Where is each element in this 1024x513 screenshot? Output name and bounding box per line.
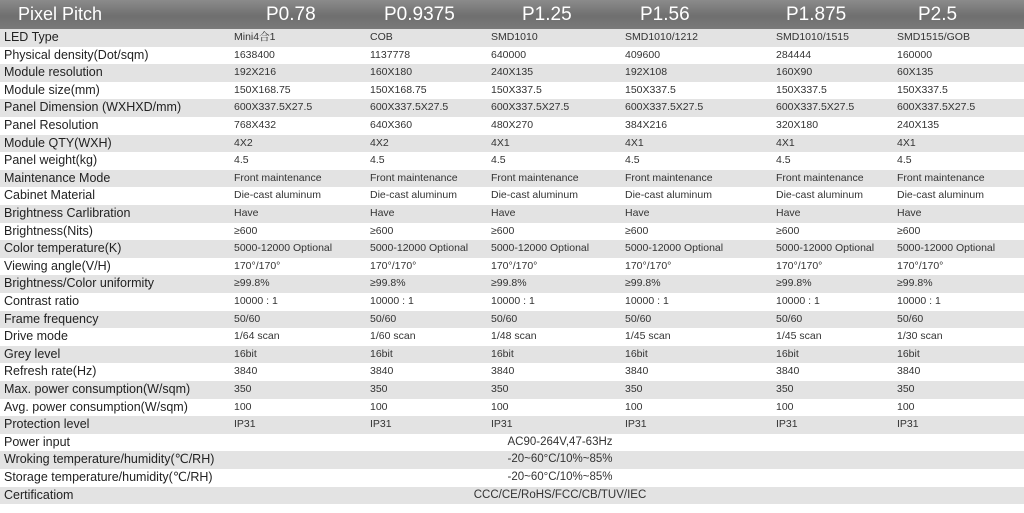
table-cell: 480X270 xyxy=(491,119,534,131)
table-cell: ≥99.8% xyxy=(234,277,270,290)
header-col-p1-56: P1.56 xyxy=(640,4,690,25)
table-cell: 4X1 xyxy=(776,136,795,149)
table-cell: 4.5 xyxy=(234,154,249,167)
table-cell: 16bit xyxy=(776,347,799,360)
table-cell: 160X90 xyxy=(776,66,813,79)
table-cell: Mini4合1 xyxy=(234,31,276,43)
row-label: Certificatiom xyxy=(4,487,74,502)
table-cell: Front maintenance xyxy=(234,171,322,184)
row-label: Contrast ratio xyxy=(4,294,80,308)
merged-cell: -20~60°C/10%~85% xyxy=(507,471,613,483)
table-header xyxy=(0,0,1024,29)
table-cell: 16bit xyxy=(370,347,393,360)
table-cell: 1/64 scan xyxy=(234,330,280,343)
table-row xyxy=(0,311,1024,329)
table-cell: 150X337.5 xyxy=(491,83,542,96)
table-row xyxy=(0,293,1024,311)
table-cell: Have xyxy=(776,207,801,219)
table-cell: ≥99.8% xyxy=(491,277,527,290)
table-cell: Front maintenance xyxy=(776,171,864,184)
row-label: Module size(mm) xyxy=(4,82,100,97)
table-cell: 600X337.5X27.5 xyxy=(625,101,704,114)
table-cell: 600X337.5X27.5 xyxy=(491,101,570,114)
table-cell: 170°/170° xyxy=(625,259,672,272)
table-cell: 100 xyxy=(234,400,252,413)
row-label: Panel weight(kg) xyxy=(4,153,98,168)
table-cell: 350 xyxy=(234,383,252,395)
table-cell: 16bit xyxy=(234,347,257,360)
table-cell: ≥600 xyxy=(370,224,394,237)
table-cell: 640X360 xyxy=(370,119,413,131)
table-cell: 3840 xyxy=(234,365,258,378)
header-col-p2-5: P2.5 xyxy=(918,4,958,25)
row-label: Brightness Carlibration xyxy=(4,206,131,220)
table-cell: 10000 : 1 xyxy=(234,295,278,307)
table-cell: 320X180 xyxy=(776,119,819,131)
table-cell: 3840 xyxy=(625,365,649,378)
table-cell: 3840 xyxy=(897,365,921,378)
table-cell: IP31 xyxy=(625,418,647,431)
table-cell: Front maintenance xyxy=(370,171,458,184)
table-cell: IP31 xyxy=(776,418,798,431)
table-cell: Front maintenance xyxy=(897,171,985,184)
table-cell: 4X1 xyxy=(897,136,916,149)
table-cell: Have xyxy=(625,207,650,219)
row-label: Grey level xyxy=(4,346,61,361)
table-cell: 10000 : 1 xyxy=(897,295,941,307)
table-cell: 4X2 xyxy=(234,136,253,149)
table-cell: 170°/170° xyxy=(897,259,944,272)
header-col-p0-78: P0.78 xyxy=(266,4,316,25)
table-cell: 10000 : 1 xyxy=(491,295,535,307)
table-cell: 160000 xyxy=(897,48,933,61)
table-cell: 1/30 scan xyxy=(897,330,943,343)
table-cell: 50/60 xyxy=(897,312,924,325)
table-cell: SMD1010 xyxy=(491,31,538,43)
row-label: Max. power consumption(W/sqm) xyxy=(4,382,191,396)
table-cell: COB xyxy=(370,31,393,43)
table-cell: 600X337.5X27.5 xyxy=(234,101,313,114)
table-cell: 100 xyxy=(776,400,794,413)
table-cell: 150X168.75 xyxy=(370,83,427,96)
table-cell: Die-cast aluminum xyxy=(625,189,712,202)
table-row xyxy=(0,487,1024,505)
table-row xyxy=(0,240,1024,258)
table-cell: 4.5 xyxy=(491,154,506,167)
table-cell: 5000-12000 Optional xyxy=(234,242,333,255)
table-cell: 5000-12000 Optional xyxy=(625,242,724,255)
table-cell: 4.5 xyxy=(370,154,385,167)
table-cell: IP31 xyxy=(234,418,256,431)
table-cell: ≥600 xyxy=(776,224,800,237)
table-cell: Die-cast aluminum xyxy=(491,189,578,202)
table-cell: 768X432 xyxy=(234,119,277,131)
table-cell: 100 xyxy=(491,400,509,413)
table-cell: 50/60 xyxy=(370,312,397,325)
table-row xyxy=(0,117,1024,135)
table-cell: ≥600 xyxy=(491,224,515,237)
header-col-p1-875: P1.875 xyxy=(786,4,847,25)
row-label: Color temperature(K) xyxy=(4,241,122,256)
table-cell: Die-cast aluminum xyxy=(897,189,984,202)
table-cell: 1/60 scan xyxy=(370,330,416,343)
table-row xyxy=(0,451,1024,469)
table-cell: Front maintenance xyxy=(625,171,713,184)
row-label: Refresh rate(Hz) xyxy=(4,364,97,379)
table-row xyxy=(0,346,1024,364)
table-cell: 150X337.5 xyxy=(776,83,827,96)
table-cell: 10000 : 1 xyxy=(776,295,820,307)
table-row xyxy=(0,47,1024,65)
row-label: Drive mode xyxy=(4,329,68,344)
table-row xyxy=(0,152,1024,170)
table-cell: 192X216 xyxy=(234,66,277,79)
table-cell: 384X216 xyxy=(625,119,668,131)
row-label: Panel Dimension (WXHXD/mm) xyxy=(4,100,182,115)
table-cell: SMD1515/GOB xyxy=(897,31,970,43)
table-cell: 170°/170° xyxy=(370,259,417,272)
table-cell: SMD1010/1515 xyxy=(776,31,849,43)
row-label: Physical density(Dot/sqm) xyxy=(4,47,149,62)
table-cell: 100 xyxy=(370,400,388,413)
table-cell: 240X135 xyxy=(897,119,940,131)
table-cell: 192X108 xyxy=(625,66,668,79)
table-row xyxy=(0,29,1024,47)
table-cell: 100 xyxy=(625,400,643,413)
table-cell: Have xyxy=(234,207,259,219)
table-cell: 1638400 xyxy=(234,48,275,61)
row-label: Module QTY(WXH) xyxy=(4,135,112,150)
table-cell: 50/60 xyxy=(491,312,518,325)
row-label: LED Type xyxy=(4,30,59,44)
row-label: Panel Resolution xyxy=(4,118,99,132)
row-label: Power input xyxy=(4,434,71,449)
table-cell: 4.5 xyxy=(625,154,640,167)
table-cell: 284444 xyxy=(776,48,812,61)
table-cell: 3840 xyxy=(370,365,394,378)
table-row xyxy=(0,258,1024,276)
table-row xyxy=(0,469,1024,487)
table-cell: 16bit xyxy=(625,347,648,360)
merged-cell: AC90-264V,47-63Hz xyxy=(507,435,613,448)
table-cell: 160X180 xyxy=(370,66,413,79)
row-label: Protection level xyxy=(4,417,90,432)
table-cell: 16bit xyxy=(897,347,920,360)
table-cell: ≥99.8% xyxy=(625,277,661,290)
table-row xyxy=(0,170,1024,188)
table-row xyxy=(0,363,1024,381)
table-cell: 1137778 xyxy=(370,48,411,61)
table-cell: IP31 xyxy=(491,418,513,431)
table-cell: 4X1 xyxy=(625,136,644,149)
table-cell: SMD1010/1212 xyxy=(625,31,698,43)
table-cell: 4X1 xyxy=(491,136,510,149)
table-cell: 60X135 xyxy=(897,66,934,79)
table-cell: Front maintenance xyxy=(491,171,579,184)
header-col-p1-25: P1.25 xyxy=(522,4,572,25)
row-label: Wroking temperature/humidity(℃/RH) xyxy=(4,452,215,467)
table-cell: 350 xyxy=(491,383,509,395)
table-cell: Have xyxy=(370,207,395,219)
table-cell: 1/45 scan xyxy=(776,330,822,343)
table-cell: Die-cast aluminum xyxy=(234,189,321,202)
table-cell: 409600 xyxy=(625,48,661,61)
table-cell: 350 xyxy=(625,383,643,395)
row-label: Cabinet Material xyxy=(4,188,96,203)
row-label: Frame frequency xyxy=(4,311,99,326)
table-cell: 5000-12000 Optional xyxy=(370,242,469,255)
row-label: Module resolution xyxy=(4,65,103,80)
table-cell: 170°/170° xyxy=(776,259,823,272)
table-cell: ≥600 xyxy=(625,224,649,237)
table-cell: 150X337.5 xyxy=(897,83,948,96)
table-cell: 170°/170° xyxy=(491,259,538,272)
table-cell: Have xyxy=(491,207,516,219)
merged-cell: -20~60°C/10%~85% xyxy=(507,453,613,466)
table-cell: IP31 xyxy=(370,418,392,431)
table-cell: 150X337.5 xyxy=(625,83,676,96)
table-cell: ≥600 xyxy=(234,224,258,237)
table-cell: ≥99.8% xyxy=(897,277,933,290)
table-cell: 350 xyxy=(897,383,915,395)
table-cell: 1/45 scan xyxy=(625,330,671,343)
table-cell: ≥99.8% xyxy=(776,277,812,290)
table-cell: 3840 xyxy=(491,365,515,378)
table-cell: 50/60 xyxy=(625,312,652,325)
table-cell: 640000 xyxy=(491,48,527,61)
table-cell: 1/48 scan xyxy=(491,330,537,343)
table-row xyxy=(0,64,1024,82)
table-cell: 240X135 xyxy=(491,66,534,79)
table-cell: IP31 xyxy=(897,418,919,431)
row-label: Brightness/Color uniformity xyxy=(4,276,155,291)
table-cell: Die-cast aluminum xyxy=(776,189,863,202)
table-cell: 100 xyxy=(897,400,915,413)
table-row xyxy=(0,99,1024,117)
table-cell: ≥600 xyxy=(897,224,921,237)
table-row xyxy=(0,434,1024,452)
table-cell: 16bit xyxy=(491,347,514,360)
table-cell: ≥99.8% xyxy=(370,277,406,290)
table-row xyxy=(0,187,1024,205)
table-row xyxy=(0,399,1024,417)
table-row xyxy=(0,205,1024,223)
table-row xyxy=(0,275,1024,293)
table-cell: 10000 : 1 xyxy=(625,295,669,307)
table-cell: Have xyxy=(897,207,922,219)
table-row xyxy=(0,135,1024,153)
table-row xyxy=(0,223,1024,241)
table-cell: 600X337.5X27.5 xyxy=(370,101,449,114)
table-row xyxy=(0,82,1024,100)
header-label: Pixel Pitch xyxy=(18,4,103,24)
table-cell: 350 xyxy=(776,383,794,395)
table-row xyxy=(0,381,1024,399)
table-cell: 350 xyxy=(370,383,388,395)
table-cell: 5000-12000 Optional xyxy=(776,242,875,255)
table-cell: 150X168.75 xyxy=(234,83,291,96)
table-row xyxy=(0,328,1024,346)
table-cell: 4X2 xyxy=(370,136,389,149)
merged-cell: CCC/CE/RoHS/FCC/CB/TUV/IEC xyxy=(473,488,647,501)
row-label: Maintenance Mode xyxy=(4,170,111,185)
table-cell: 5000-12000 Optional xyxy=(897,242,996,255)
table-cell: 10000 : 1 xyxy=(370,295,414,307)
header-col-p0-9375: P0.9375 xyxy=(384,4,455,25)
table-cell: 50/60 xyxy=(776,312,803,325)
row-label: Storage temperature/humidity(℃/RH) xyxy=(4,470,213,484)
table-cell: 600X337.5X27.5 xyxy=(776,101,855,114)
table-cell: 170°/170° xyxy=(234,259,281,272)
table-cell: 5000-12000 Optional xyxy=(491,242,590,255)
table-cell: 50/60 xyxy=(234,312,261,325)
table-row xyxy=(0,416,1024,434)
table-cell: 4.5 xyxy=(776,154,791,167)
table-cell: 4.5 xyxy=(897,154,912,167)
table-cell: 3840 xyxy=(776,365,800,378)
row-label: Brightness(Nits) xyxy=(4,223,93,238)
row-label: Viewing angle(V/H) xyxy=(4,258,111,273)
table-cell: Die-cast aluminum xyxy=(370,189,457,202)
table-cell: 600X337.5X27.5 xyxy=(897,101,976,114)
row-label: Avg. power consumption(W/sqm) xyxy=(4,399,188,414)
